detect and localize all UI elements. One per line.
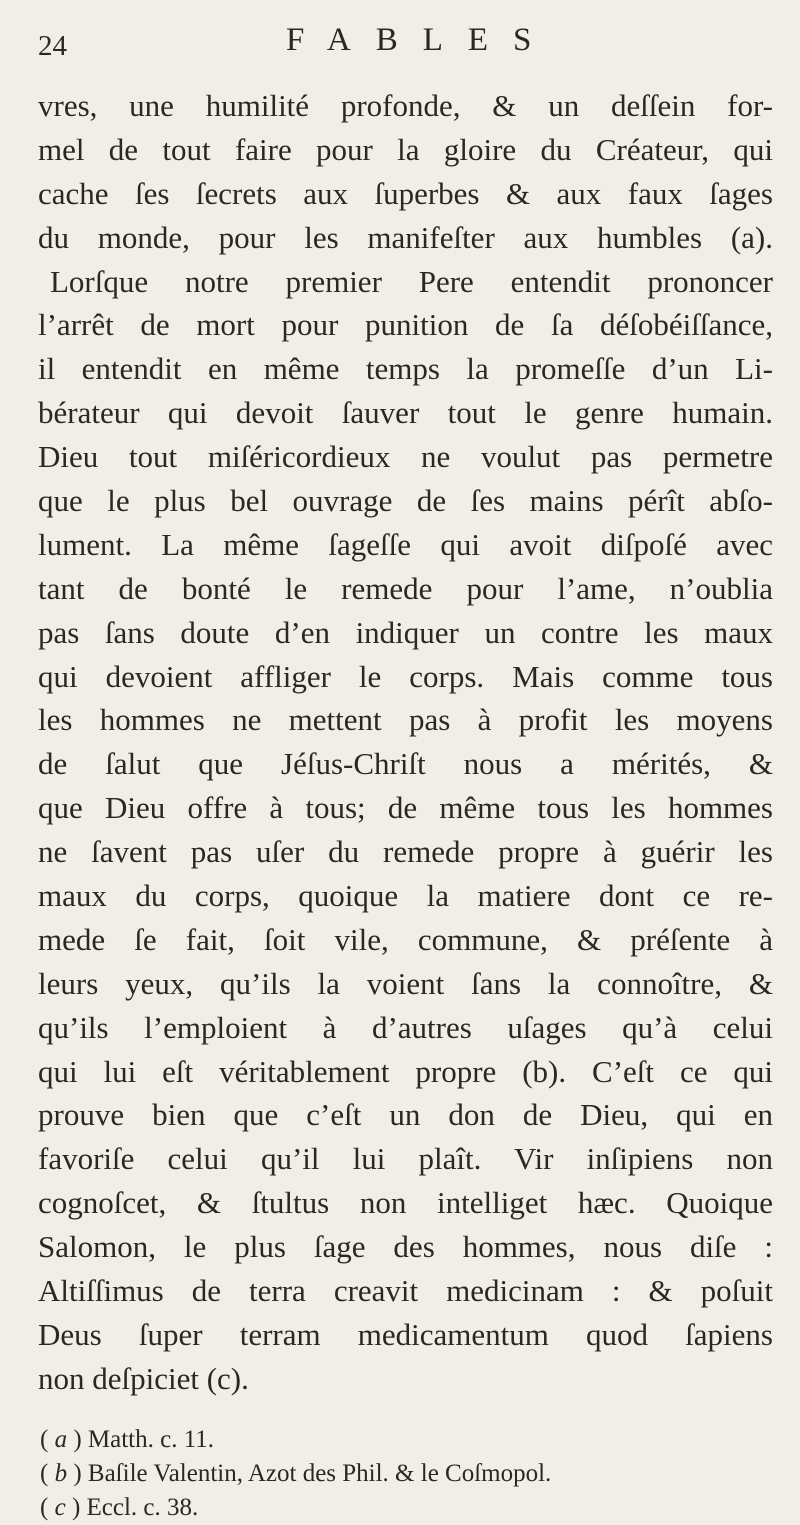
text-line: Deus ſuper terram medicamentum quod ſapiens [38,1316,773,1352]
footnote-text: Baſile Valentin, Azot des Phil. & le Coſmopol. [87,1459,552,1487]
page-number: 24 [38,30,67,62]
text-line: maux du corps, quoique la matiere dont ce re- [38,878,773,914]
footnote: ( c ) Eccl. c. 38. [40,1493,199,1521]
text-line: ne ſavent pas uſer du remede propre à guérir les [38,834,773,870]
text-line: il entendit en même temps la promeſſe d’un Li- [38,351,773,387]
text-line: Salomon, le plus ſage des hommes, nous diſe : [38,1229,773,1265]
footnote: ( a ) Matth. c. 11. [40,1425,215,1453]
book-page [38,22,773,1525]
text-line: Lorſque notre premier Pere entendit prononcer [50,263,773,299]
footnote: ( b ) Baſile Valentin, Azot des Phil. & le Coſmopol. [40,1459,552,1487]
footnote-mark: a [54,1425,68,1453]
text-line: tant de bonté le remede pour l’ame, n’oublia [38,570,773,606]
text-line: vres, une humilité profonde, & un deſſein for- [38,88,773,123]
text-line: prouve bien que c’eſt un don de Dieu, qui en [38,1097,773,1133]
footnote-mark: c [54,1493,66,1521]
text-line: bérateur qui devoit ſauver tout le genre humain. [38,395,773,431]
text-line: non deſpiciet (c). [38,1360,249,1396]
body-text [38,84,773,1401]
text-line: mel de tout faire pour la gloire du Créateur, qui [38,131,773,167]
text-line: pas ſans doute d’en indiquer un contre les maux [38,614,773,650]
text-line: mede ſe fait, ſoit vile, commune, & préſente à [38,921,773,957]
footnote-mark: b [54,1459,68,1487]
text-line: lument. La même ſageſſe qui avoit diſpoſé avec [38,526,773,562]
text-line: qui devoient affliger le corps. Mais comme tous [38,658,773,694]
text-line: l’arrêt de mort pour punition de ſa déſobéiſſance, [38,307,773,343]
footnote-text: Eccl. c. 38. [86,1493,199,1521]
text-line: Dieu tout miſéricordieux ne voulut pas permetre [38,439,773,475]
text-line: cache ſes ſecrets aux ſuperbes & aux faux ſages [38,175,773,211]
text-line: que le plus bel ouvrage de ſes mains pérît abſo- [38,483,773,519]
running-title: FABLES [286,22,557,58]
text-line: qui lui eſt véritablement propre (b). C’eſt ce qui [38,1053,773,1089]
text-line: de ſalut que Jéſus-Chriſt nous a mérités, & [38,746,773,782]
page-header [38,22,773,72]
text-line: du monde, pour les manifeſter aux humbles (a). [38,219,773,255]
text-line: leurs yeux, qu’ils la voient ſans la connoître, & [38,965,773,1001]
text-line: Altiſſimus de terra creavit medicinam : & poſuit [38,1273,773,1309]
text-line: qu’ils l’emploient à d’autres uſages qu’à celui [38,1009,773,1045]
text-line: que Dieu offre à tous; de même tous les hommes [38,790,773,826]
footnotes [38,1423,773,1525]
text-line: les hommes ne mettent pas à profit les moyens [38,702,773,738]
text-line: cognoſcet, & ſtultus non intelliget hæc. Quoique [38,1185,773,1221]
footnote-text: Matth. c. 11. [87,1425,215,1453]
text-line: favoriſe celui qu’il lui plaît. Vir inſipiens non [38,1141,773,1177]
